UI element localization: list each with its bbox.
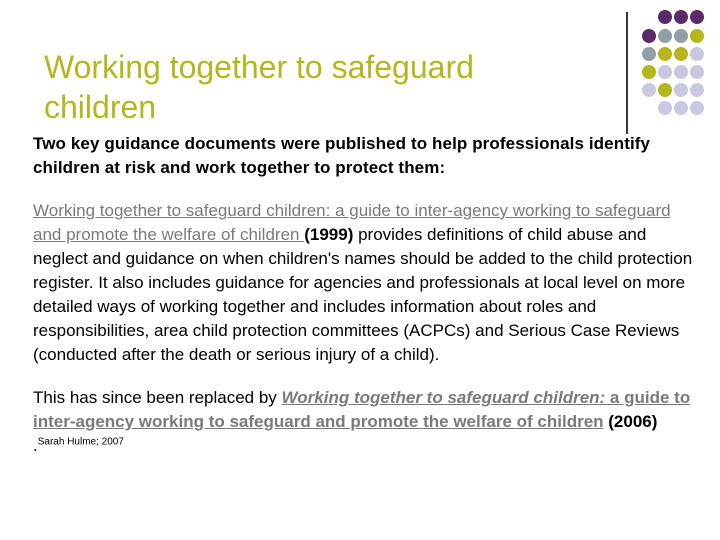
doc2-lead: This has since been replaced by: [33, 388, 282, 407]
decorative-dot: [642, 65, 656, 79]
doc1-year: (1999): [304, 225, 354, 244]
decorative-dot: [658, 65, 672, 79]
vertical-rule: [626, 12, 628, 134]
decorative-dot: [674, 29, 688, 43]
intro-text: Two key guidance documents were published to help professionals identify children at risk and work together to protect them:: [33, 134, 651, 177]
credit-text: Sarah Hulme; 2007: [37, 436, 124, 448]
decorative-dot: [642, 83, 656, 97]
decorative-dot: [674, 10, 688, 24]
decorative-dot: [658, 101, 672, 115]
decorative-dot: [674, 83, 688, 97]
doc2-paragraph: [33, 386, 693, 458]
decorative-dot: [690, 65, 704, 79]
decorative-dot: [642, 29, 656, 43]
decorative-dot: [690, 29, 704, 43]
decorative-dot: [658, 83, 672, 97]
doc2-link-rest[interactable]: a guide to inter-agency working to safeguard and promote the welfare of children: [33, 388, 691, 431]
slide-body: [33, 132, 693, 477]
decorative-dot: [690, 101, 704, 115]
doc2-link-italic[interactable]: Working together to safeguard children:: [281, 388, 606, 407]
decorative-dot: [674, 47, 688, 61]
decorative-dot: [690, 10, 704, 24]
slide-title: Working together to safeguard children: [44, 49, 474, 126]
decorative-dot: [674, 101, 688, 115]
doc1-paragraph: [33, 199, 693, 367]
decorative-dot: [658, 29, 672, 43]
decorative-dot: [674, 65, 688, 79]
decorative-dot: [642, 47, 656, 61]
doc2-end: .: [33, 436, 38, 455]
decorative-dot: [658, 10, 672, 24]
doc1-link[interactable]: Working together to safeguard children: a guide to inter-agency working to safeguard and promote the welfare of children: [33, 201, 671, 244]
doc2-year: (2006): [603, 412, 658, 431]
decorative-dot: [690, 47, 704, 61]
doc1-description: provides definitions of child abuse and neglect and guidance on when children's names should be added to the child protection register. It also includes guidance for agencies and professionals at local level on more detailed ways of working together and includes information about roles and responsibilities, area child protection committees (ACPCs) and Serious Case Reviews (conducted after the death or serious injury of a child).: [33, 225, 693, 364]
decorative-dot: [690, 83, 704, 97]
decorative-dot: [658, 47, 672, 61]
